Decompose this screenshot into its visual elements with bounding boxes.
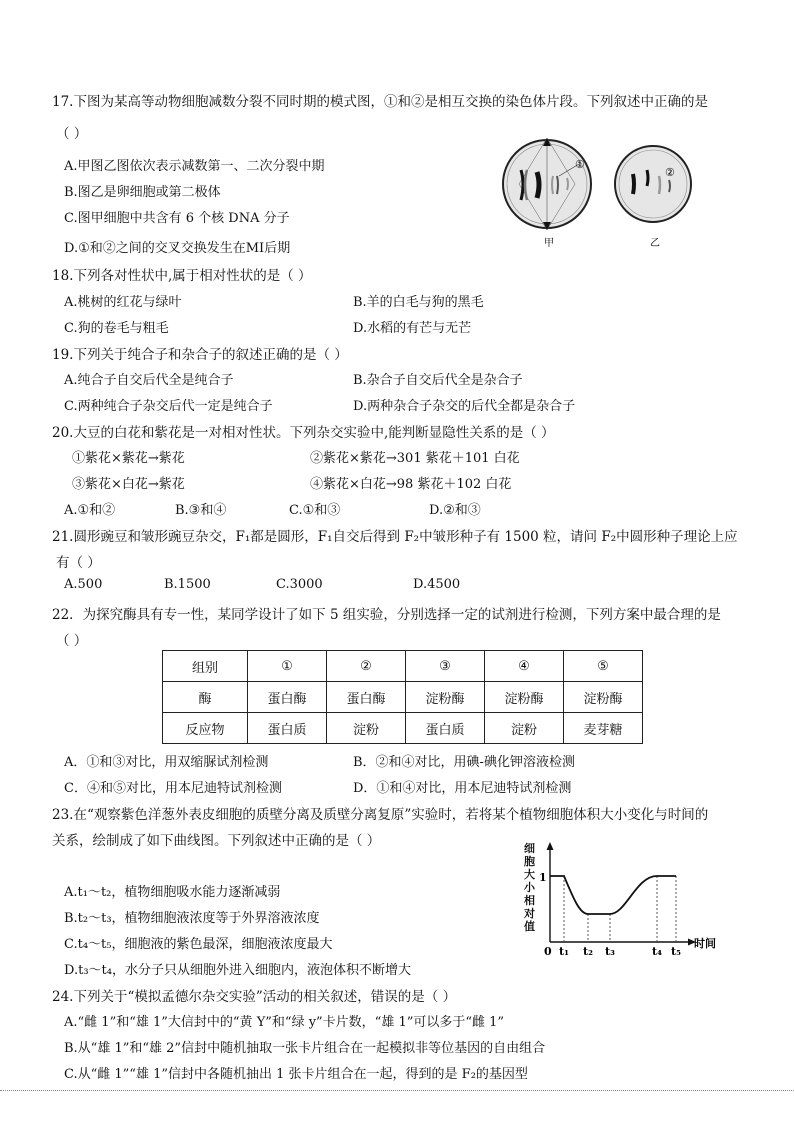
q18-stem: 18.下列各对性状中,属于相对性状的是（ ）: [52, 268, 312, 284]
y-axis-label-char: 相: [524, 894, 535, 907]
table-cell: 淀粉: [485, 713, 564, 744]
q22-option-c: C．④和⑤对比，用本尼迪特试剂检测: [64, 781, 282, 796]
x-tick-t1: t₁: [559, 945, 569, 958]
q17-option-b: B.图乙是卵细胞或第二极体: [64, 185, 221, 200]
table-cell: 组别: [163, 651, 248, 682]
cell-jia: [503, 138, 591, 230]
enzyme-experiment-table: [162, 650, 643, 744]
table-cell: 淀粉酶: [485, 682, 564, 713]
q20-item-3: ③紫花×白花→紫花: [72, 477, 185, 492]
q18-option-d: D.水稻的有芒与无芒: [353, 321, 472, 336]
q22-paren: （ ）: [56, 633, 88, 649]
q17-paren: （ ）: [56, 126, 88, 142]
q22-stem: 22．为探究酶具有专一性，某同学设计了如下 5 组实验，分别选择一定的试剂进行检测，下列方案中最合理的是: [52, 607, 721, 623]
q24-option-b: B.从“雄 1”和“雄 2”信封中随机抽取一张卡片组合在一起模拟非等位基因的自由组合: [64, 1041, 546, 1056]
q23-option-d: D.t₃～t₄，水分子只从细胞外进入细胞内，液泡体积不断增大: [64, 963, 411, 978]
table-cell: ③: [406, 651, 485, 682]
q21-stem: 21.圆形豌豆和皱形豌豆杂交，F₁都是圆形，F₁自交后得到 F₂中皱形种子有 1500 粒，请问 F₂中圆形种子理论上应: [52, 529, 738, 545]
x-tick-t5: t₅: [671, 945, 681, 958]
table-cell: 蛋白酶: [327, 682, 406, 713]
cell-yi: [615, 146, 691, 222]
q20-option-a: A.①和②: [64, 503, 116, 518]
table-cell: 淀粉: [327, 713, 406, 744]
table-row: [163, 713, 643, 744]
q18-option-b: B.羊的白毛与狗的黑毛: [353, 295, 484, 310]
table-row: [163, 651, 643, 682]
q19-option-a: A.纯合子自交后代全是纯合子: [64, 373, 234, 388]
q23-stem-cont: 关系，绘制成了如下曲线图。下列叙述中正确的是（ ）: [52, 833, 381, 849]
x-tick-t2: t₂: [583, 945, 593, 958]
y-axis-label-char: 细: [524, 842, 535, 855]
x-tick-t4: t₄: [652, 945, 662, 958]
q18-option-a: A.桃树的红花与绿叶: [64, 295, 182, 310]
q24-stem: 24.下列关于“模拟孟德尔杂交实验”活动的相关叙述，错误的是（ ）: [52, 989, 457, 1005]
q17-option-c: C.图甲细胞中共含有 6 个核 DNA 分子: [64, 211, 290, 226]
y-axis-label-char: 小: [524, 881, 535, 894]
q23-option-a: A.t₁～t₂，植物细胞吸水能力逐渐减弱: [64, 885, 281, 900]
figure-caption-jia: 甲: [544, 238, 554, 249]
table-cell: 蛋白质: [248, 713, 327, 744]
table-cell: 淀粉酶: [564, 682, 643, 713]
y-tick-1: 1: [539, 871, 547, 884]
q20-item-2: ②紫花×紫花→301 紫花＋101 白花: [310, 451, 520, 466]
q17-option-d: D.①和②之间的交叉交换发生在MⅠ后期: [64, 241, 291, 256]
table-cell: 酶: [163, 682, 248, 713]
origin-label: 0: [544, 945, 552, 958]
q21-option-c: C.3000: [276, 577, 323, 592]
q17-option-a: A.甲图乙图依次表示减数第一、二次分裂中期: [64, 159, 325, 174]
q20-stem: 20.大豆的白花和紫花是一对相对性状。下列杂交实验中,能判断显隐性关系的是（ ）: [52, 425, 555, 441]
q23-option-b: B.t₂～t₃，植物细胞液浓度等于外界溶液浓度: [64, 911, 320, 926]
q17-stem: 17.下图为某高等动物细胞减数分裂不同时期的模式图，①和②是相互交换的染色体片段。下列叙述中正确的是: [52, 94, 708, 110]
q21-option-d: D.4500: [413, 577, 461, 592]
y-axis-label-char: 胞: [524, 855, 535, 868]
table-cell: 麦芽糖: [564, 713, 643, 744]
y-axis-label-char: 对: [524, 907, 535, 920]
q21-stem-cont: 有（ ）: [56, 555, 101, 571]
q23-option-c: C.t₄～t₅，细胞液的紫色最深，细胞液浓度最大: [64, 937, 333, 952]
table-cell: 蛋白质: [406, 713, 485, 744]
table-cell: ①: [248, 651, 327, 682]
table-cell: 反应物: [163, 713, 248, 744]
table-cell: 淀粉酶: [406, 682, 485, 713]
q20-option-b: B.③和④: [175, 503, 227, 518]
table-cell: 蛋白酶: [248, 682, 327, 713]
q19-option-d: D.两种杂合子杂交的后代全都是杂合子: [353, 399, 576, 414]
q20-option-c: C.①和③: [289, 503, 341, 518]
x-axis-label: 时间: [694, 937, 716, 950]
q23-stem: 23.在“观察紫色洋葱外表皮细胞的质壁分离及质壁分离复原”实验时，若将某个植物细胞体积大小变化与时间的: [52, 807, 709, 823]
figure-label-1: ①: [575, 158, 585, 171]
q24-option-a: A.“雌 1”和“雄 1”大信封中的“黄 Y”和“绿 y”卡片数，“雄 1”可以多于“雌 1”: [64, 1015, 505, 1030]
y-axis-label-char: 值: [524, 920, 535, 933]
figure-caption-yi: 乙: [650, 238, 660, 249]
table-cell: ②: [327, 651, 406, 682]
q24-option-c: C.从“雌 1”“雄 1”信封中各随机抽出 1 张卡片组合在一起，得到的是 F₂的基因型: [64, 1067, 528, 1082]
q22-option-a: A．①和③对比，用双缩脲试剂检测: [64, 755, 269, 770]
q20-option-d: D.②和③: [429, 503, 481, 518]
q19-option-c: C.两种纯合子杂交后代一定是纯合子: [64, 399, 273, 414]
cell-volume-chart: [508, 838, 728, 960]
cell-division-figure: [497, 132, 702, 250]
q22-option-b: B．②和④对比，用碘-碘化钾溶液检测: [353, 755, 575, 770]
q21-option-a: A.500: [64, 577, 103, 592]
page-footer-divider: [0, 1090, 794, 1091]
q20-item-4: ④紫花×白花→98 紫花＋102 白花: [310, 477, 512, 492]
q21-option-b: B.1500: [164, 577, 211, 592]
x-tick-t3: t₃: [605, 945, 615, 958]
q22-option-d: D．①和④对比，用本尼迪特试剂检测: [353, 781, 572, 796]
y-axis-label-char: 大: [524, 868, 535, 881]
q20-item-1: ①紫花×紫花→紫花: [72, 451, 185, 466]
table-cell: ⑤: [564, 651, 643, 682]
q19-stem: 19.下列关于纯合子和杂合子的叙述正确的是（ ）: [52, 347, 348, 363]
q19-option-b: B.杂合子自交后代全是杂合子: [353, 373, 523, 388]
q18-option-c: C.狗的卷毛与粗毛: [64, 321, 169, 336]
figure-label-2: ②: [665, 166, 675, 179]
table-cell: ④: [485, 651, 564, 682]
table-row: [163, 682, 643, 713]
